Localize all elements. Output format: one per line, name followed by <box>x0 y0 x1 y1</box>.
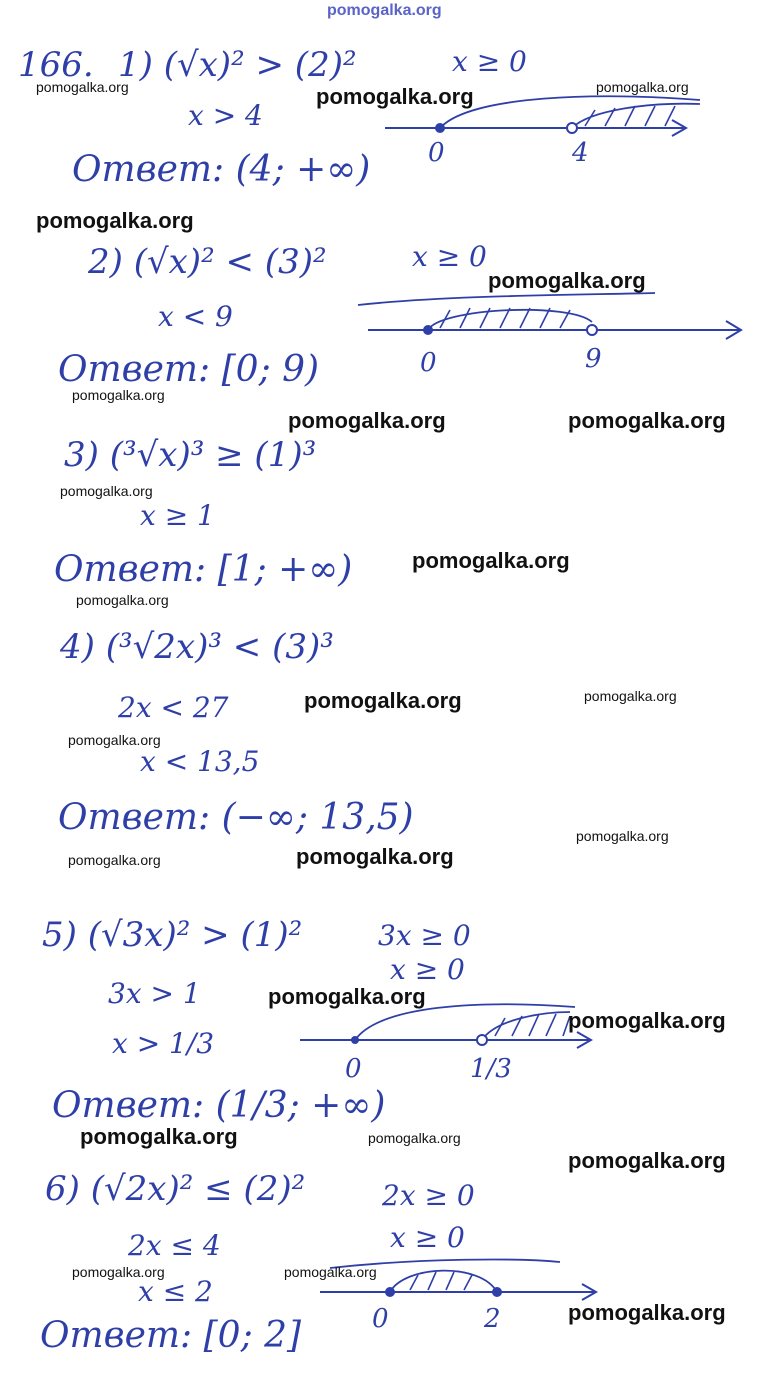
watermark-text: pomogalka.org <box>316 84 474 109</box>
part1-inequality: 1) (√x)² > (2)² <box>118 45 357 85</box>
watermark-text: pomogalka.org <box>584 688 677 704</box>
part5-tick-third: 1/3 <box>470 1054 512 1084</box>
part3-step: x ≥ 1 <box>140 499 215 532</box>
watermark-text: pomogalka.org <box>60 483 153 499</box>
watermark-text: pomogalka.org <box>72 1264 165 1280</box>
watermark-text: pomogalka.org <box>68 732 161 748</box>
header-site[interactable]: pomogalka.org <box>327 2 442 19</box>
point-third-open <box>477 1035 487 1045</box>
number-line-5 <box>300 1004 591 1048</box>
point-4-open <box>567 123 577 133</box>
watermark-text: pomogalka.org <box>568 1300 726 1325</box>
watermark-text: pomogalka.org <box>68 852 161 868</box>
part6-answer: Ответ: [0; 2] <box>40 1315 302 1356</box>
part5-step: 3x > 1 <box>108 977 201 1010</box>
watermark-text: pomogalka.org <box>304 688 462 713</box>
condition-arc-2 <box>358 293 655 305</box>
part4-answer: Ответ: (−∞; 13,5) <box>58 797 414 838</box>
part2-tick-9: 9 <box>585 344 602 374</box>
part5-step2: x > 1/3 <box>112 1027 215 1060</box>
part4-step2: x < 13,5 <box>140 745 260 778</box>
solution-arc-6 <box>390 1271 497 1292</box>
watermark-text: pomogalka.org <box>368 1130 461 1146</box>
part4-step: 2x < 27 <box>118 691 229 724</box>
part5-condition: 3x ≥ 0 <box>378 919 471 952</box>
watermark-text: pomogalka.org <box>288 408 446 433</box>
part1-condition: x ≥ 0 <box>452 45 527 78</box>
hatch-1 <box>585 106 675 126</box>
point-9-open <box>587 325 597 335</box>
watermark-text: pomogalka.org <box>568 1148 726 1173</box>
point-0-filled <box>385 1287 395 1297</box>
watermark-text: pomogalka.org <box>76 592 169 608</box>
part4-inequality: 4) (³√2x)³ < (3)³ <box>60 627 334 667</box>
point-0-filled <box>351 1036 359 1044</box>
watermark-text: pomogalka.org <box>568 408 726 433</box>
part5-inequality: 5) (√3x)² > (1)² <box>42 915 303 955</box>
watermark-text: pomogalka.org <box>80 1124 238 1149</box>
number-line-2 <box>358 293 741 339</box>
watermark-text: pomogalka.org <box>568 1008 726 1033</box>
part6-condition2: x ≥ 0 <box>390 1221 465 1254</box>
watermark-text: pomogalka.org <box>576 828 669 844</box>
part6-condition: 2x ≥ 0 <box>382 1179 475 1212</box>
part6-step: 2x ≤ 4 <box>128 1229 221 1262</box>
part2-step: x < 9 <box>158 300 233 333</box>
part2-tick-0: 0 <box>420 348 437 378</box>
watermark-text: pomogalka.org <box>412 548 570 573</box>
part2-condition: x ≥ 0 <box>412 240 487 273</box>
part3-inequality: 3) (³√x)³ ≥ (1)³ <box>64 435 317 475</box>
watermark-text: pomogalka.org <box>596 79 689 95</box>
part2-inequality: 2) (√x)² < (3)² <box>88 242 327 282</box>
part6-tick-2: 2 <box>484 1304 501 1334</box>
solution-arc-2 <box>428 310 592 330</box>
part6-tick-0: 0 <box>372 1304 389 1334</box>
watermark-text: pomogalka.org <box>296 844 454 869</box>
part1-step: x > 4 <box>188 99 263 132</box>
part6-step2: x ≤ 2 <box>138 1275 213 1308</box>
part1-answer: Ответ: (4; +∞) <box>72 149 371 190</box>
point-0-filled <box>423 325 433 335</box>
part1-tick-0: 0 <box>428 138 445 168</box>
hatch-6 <box>410 1272 472 1290</box>
part3-answer: Ответ: [1; +∞) <box>54 549 353 590</box>
part5-tick-0: 0 <box>345 1054 362 1084</box>
hatch-5 <box>495 1014 570 1036</box>
part2-answer: Ответ: [0; 9) <box>58 349 320 390</box>
part5-condition2: x ≥ 0 <box>390 953 465 986</box>
part1-tick-4: 4 <box>572 138 589 168</box>
watermark-text: pomogalka.org <box>488 268 646 293</box>
part5-answer: Ответ: (1/3; +∞) <box>52 1085 386 1126</box>
watermark-text: pomogalka.org <box>284 1264 377 1280</box>
problem-number: 166. <box>18 45 94 85</box>
part6-inequality: 6) (√2x)² ≤ (2)² <box>45 1169 306 1209</box>
watermark-text: pomogalka.org <box>72 387 165 403</box>
watermark-text: pomogalka.org <box>36 79 129 95</box>
point-2-filled <box>492 1287 502 1297</box>
watermark-text: pomogalka.org <box>36 208 194 233</box>
watermark-text: pomogalka.org <box>268 984 426 1009</box>
point-0-filled <box>435 123 445 133</box>
